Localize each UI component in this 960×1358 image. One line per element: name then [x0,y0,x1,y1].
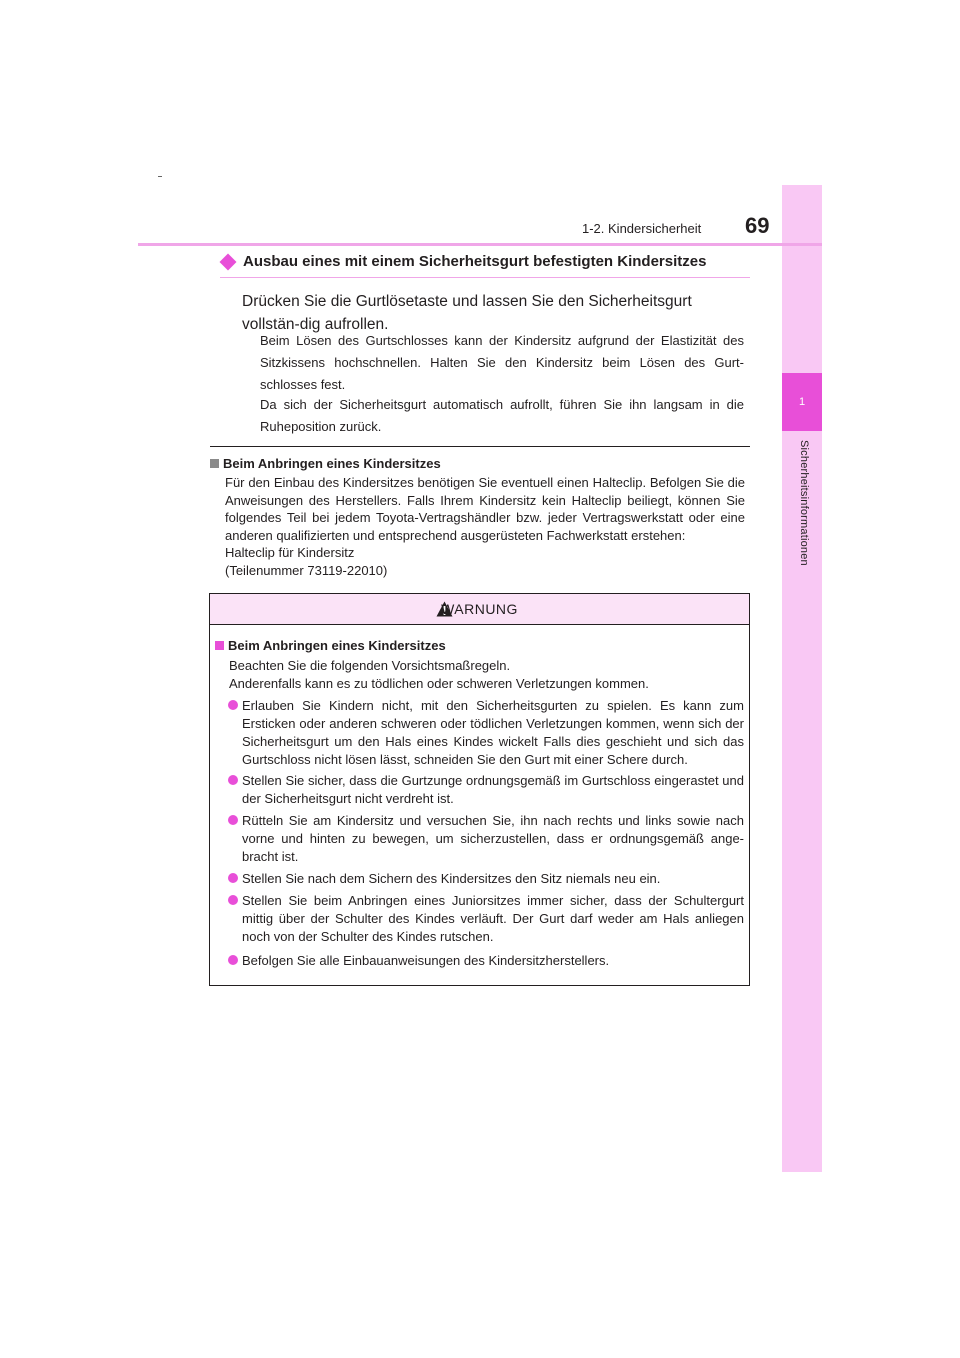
header-rule [138,243,822,246]
warning-heading [215,638,446,653]
warning-bullet [228,812,744,866]
step-text: Drücken Sie die Gurtlösetaste und lassen Sie den Sicherheitsgurt vollstän-dig aufrollen. [242,293,692,333]
info-body [225,474,745,580]
section-title: 1-2. Kindersicherheit [582,221,702,236]
page-number: 69 [745,213,770,238]
warning-bullet [228,952,744,970]
sub-heading-text: Ausbau eines mit einem Sicherheitsgurt befestigten Kindersitzes [243,253,707,270]
chapter-number: 1 [798,396,806,408]
info-heading [210,456,441,471]
note-paragraph: Beim Lösen des Gurtschlosses kann der Kindersitz aufgrund der Elastizität des Sitzkissens hochschnellen. Halten Sie den Kindersitz beim Lösen des Gurt-schlosses fest. [260,333,744,392]
sub-heading [220,253,750,270]
info-body-line: (Teilenummer 73119-22010) [225,562,388,578]
warning-bullet [228,870,744,888]
info-heading-text: Beim Anbringen eines Kindersitzes [223,456,441,471]
warning-bullet [228,892,744,946]
info-body-line: Halteclip für Kindersitz [225,545,355,561]
chapter-side-tab [782,185,822,1172]
chapter-number-tab[interactable] [782,373,822,431]
warning-bullet-text: Rütteln Sie am Kindersitz und versuchen Sie, ihn nach rechts und links sowie nach vorne und hinten zu bewegen, um sicherzustellen, dass er ordnungsgemäß ange-bracht ist. [242,813,744,864]
warning-bullet [228,772,744,808]
section-divider [210,446,750,447]
bullet-dot-icon [228,775,238,785]
bullet-dot-icon [228,955,238,965]
square-bullet-icon [210,459,219,468]
warning-intro-line: Beachten Sie die folgenden Vorsichtsmaßregeln. [229,658,511,673]
warning-header [210,594,749,625]
warning-bullet [228,697,744,769]
warning-bullet-text: Stellen Sie sicher, dass die Gurtzunge ordnungsgemäß im Gurtschloss eingerastet und der Sicherheitsgurt nicht verdreht ist. [242,773,744,806]
warning-heading-text: Beim Anbringen eines Kindersitzes [228,638,446,653]
warning-bullet-text: Stellen Sie beim Anbringen eines Juniorsitzes immer sicher, dass der Schultergurt mittig über der Schulter des Kindes verläuft. Der Gurt darf weder am Hals anliegen noch von der Schulter des Kindes rutschen. [242,893,744,944]
chapter-label: Sicherheitsinformationen [798,440,810,566]
warning-title: WARNUNG [441,601,518,617]
bullet-dot-icon [228,895,238,905]
warning-bullet-text: Erlauben Sie Kindern nicht, mit den Sicherheitsgurten zu spielen. Es kann zum Ersticken oder anderen schweren oder tödlichen Verletzungen kommen, wenn sich der Sicherheitsgurt um den Hals eines Kindes wickelt Falls dies geschieht und sich das Gurtschloss nicht lösen lässt, schneiden Sie den Gurt mit einer Schere durch. [242,698,744,767]
warning-bullet-text: Befolgen Sie alle Einbauanweisungen des Kindersitzherstellers. [242,953,610,968]
note-paragraph: Da sich der Sicherheitsgurt automatisch aufrollt, führen Sie ihn langsam in die Ruheposition zurück. [260,397,744,434]
info-body-line: Für den Einbau des Kindersitzes benötigen Sie eventuell einen Halteclip. Befolgen Sie die Anweisungen des Herstellers. Falls Ihrem Kindersitz kein Halteclip beiliegt, können Sie folgendes Teil bei jedem Toyota-Vertragshändler bzw. jeder Vertragswerkstatt oder eine anderen qualifizierten und entsprechend ausgerüsteten Fachwerkstatt erstehen: [225,475,745,543]
warning-bullet-text: Stellen Sie nach dem Sichern des Kindersitzes den Sitz niemals neu ein. [242,871,661,886]
bullet-dot-icon [228,873,238,883]
bullet-dot-icon [228,815,238,825]
square-bullet-icon [215,641,224,650]
warning-intro-line: Anderenfalls kann es zu tödlichen oder schweren Verletzungen kommen. [229,676,649,691]
sub-heading-underline [220,277,750,278]
sub-heading-block [220,253,750,278]
warning-intro [229,657,739,693]
diamond-icon [220,253,237,270]
crop-mark [158,176,162,177]
bullet-dot-icon [228,700,238,710]
